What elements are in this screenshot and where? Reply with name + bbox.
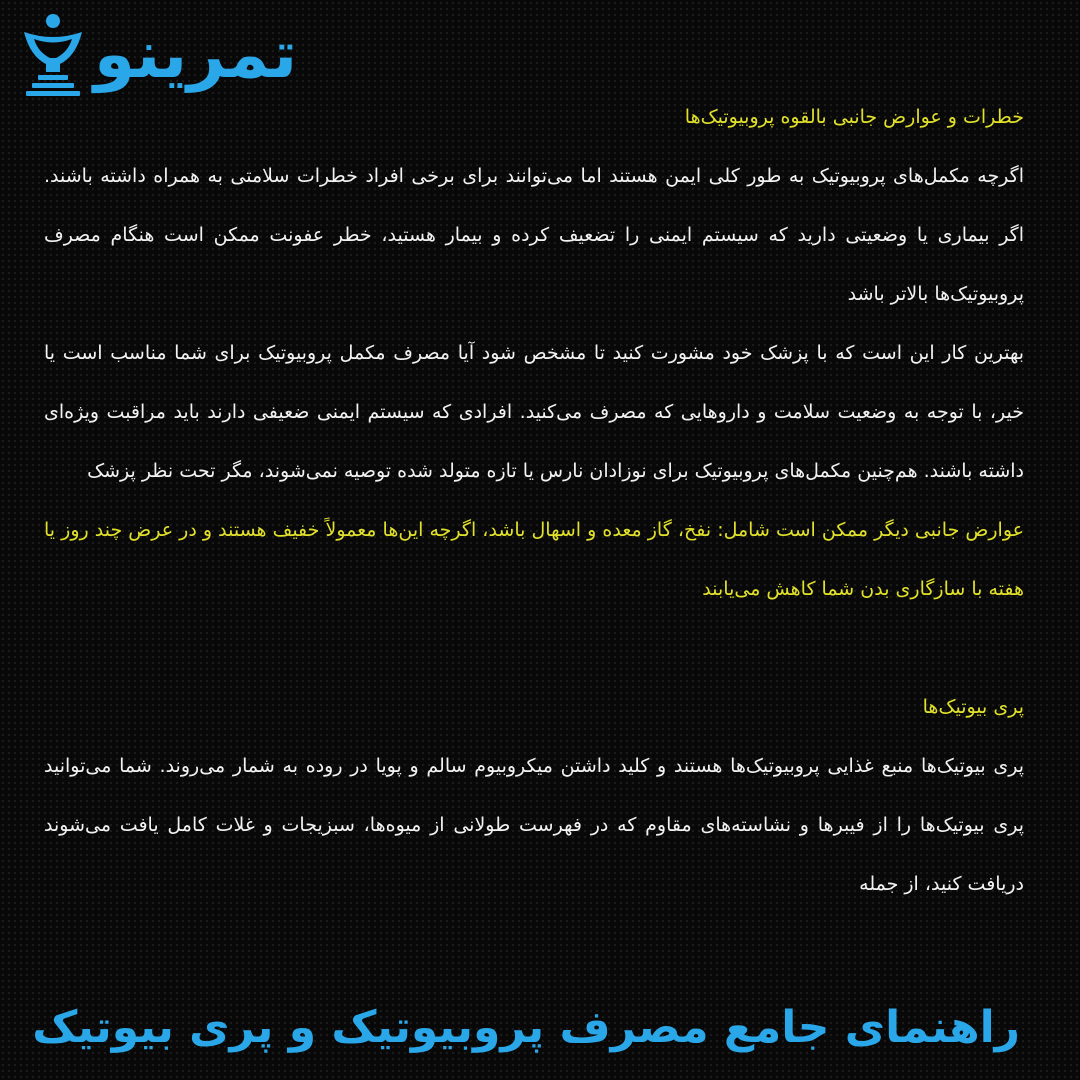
- prebiotics-heading: پری بیوتیک‌ها: [922, 696, 1024, 718]
- footer-title: راهنمای جامع مصرف پروبیوتیک و پری بیوتیک: [32, 1002, 1020, 1053]
- risks-paragraph-2: بهترین کار این است که با پزشک خود مشورت کنید تا مشخص شود آیا مصرف مکمل پروبیوتیک برای شما مناسب است یا خیر، با توجه به وضعیت سلامت و داروهایی که مصرف می‌کنید. افرادی که سیستم ایمنی ضعیفی دارند باید مراقبت ویژه‌ای داشته باشند. هم‌چنین مکمل‌های پروبیوتیک برای نوزادان نارس یا تازه متولد شده توصیه نمی‌شوند، مگر تحت نظر پزشک: [44, 342, 1024, 482]
- brand-name: تمرینو: [94, 16, 298, 93]
- prebiotics-paragraph: پری بیوتیک‌ها منبع غذایی پروبیوتیک‌ها هستند و کلید داشتن میکروبیوم سالم و پویا در روده به شمار می‌روند. شما می‌توانید پری بیوتیک‌ها را از فیبرها و نشاسته‌های مقاوم که در فهرست طولانی از میوه‌ها، سبزیجات و غلات کامل یافت می‌شوند دریافت کنید، از جمله: [44, 755, 1024, 895]
- article-body: [44, 88, 1024, 914]
- risks-heading: خطرات و عوارض جانبی بالقوه پروبیوتیک‌ها: [684, 106, 1024, 128]
- side-effects-paragraph: عوارض جانبی دیگر ممکن است شامل: نفخ، گاز معده و اسهال باشد، اگرچه این‌ها معمولاً خفیف هستند و در عرض چند روز یا هفته با سازگاری بدن شما کاهش می‌یابند: [44, 519, 1024, 600]
- brand-logo: [18, 10, 438, 100]
- trophy-icon: [18, 12, 88, 98]
- section-spacer: [44, 619, 1024, 678]
- risks-paragraph-1: اگرچه مکمل‌های پروبیوتیک به طور کلی ایمن هستند اما می‌توانند برای برخی افراد خطرات سلامتی به همراه داشته باشند. اگر بیماری یا وضعیتی دارید که سیستم ایمنی را تضعیف کرده و بیمار هستید، خطر عفونت ممکن است هنگام مصرف پروبیوتیک‌ها بالاتر باشد: [44, 165, 1024, 305]
